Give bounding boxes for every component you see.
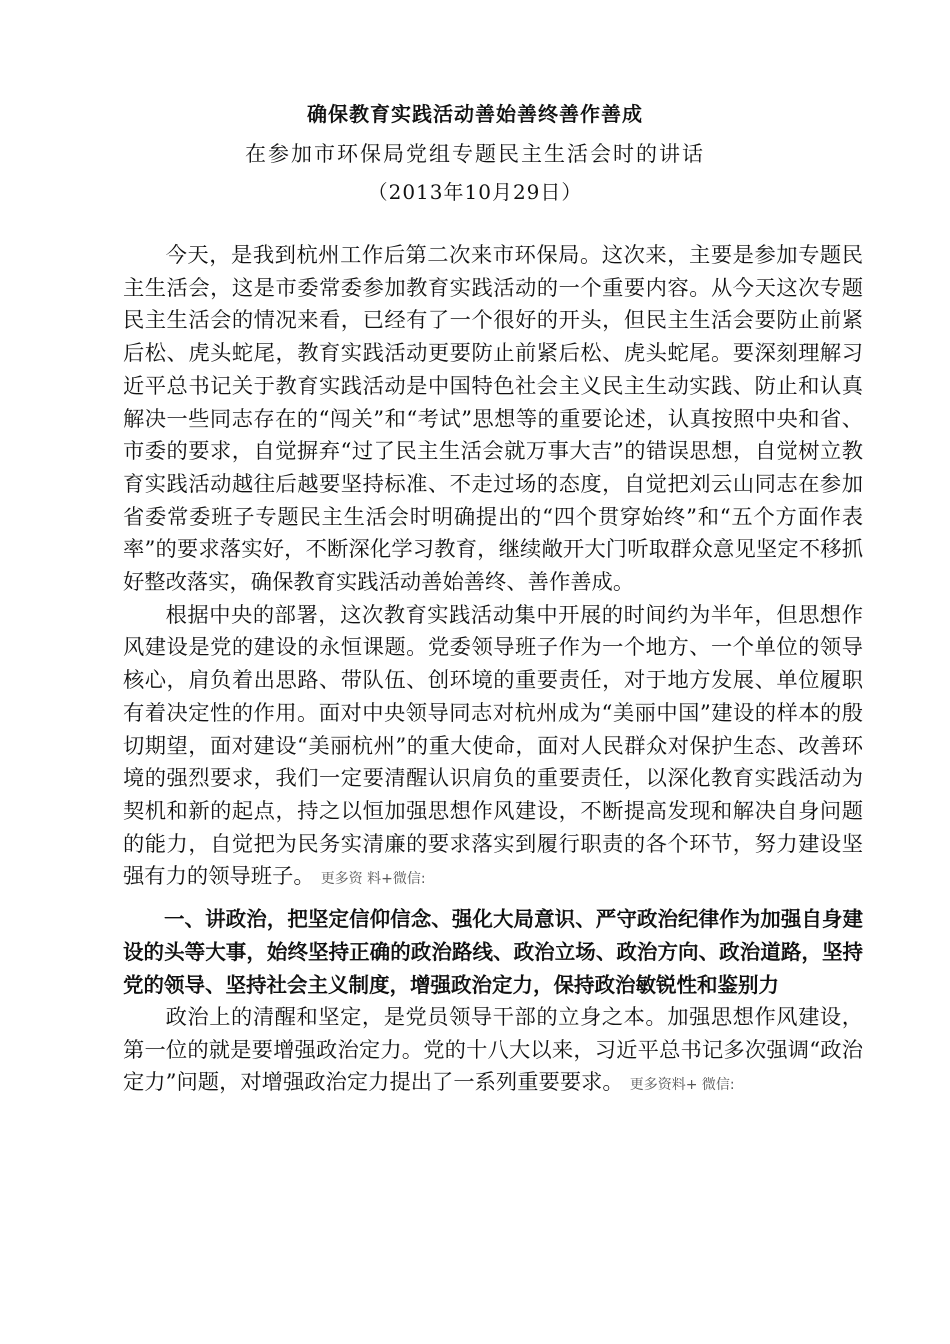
more-info-note: 更多资 料+微信:: [320, 871, 426, 888]
document-body: [123, 240, 863, 1102]
paragraph-3: [123, 1002, 863, 1102]
paragraph-3-text: 政治上的清醒和坚定，是党员领导干部的立身之本。加强思想作风建设，第一位的就是要增强政治定力。党的十八大以来，习近平总书记多次强调“政治定力”问题，对增强政治定力提出了一系列重要要求。: [123, 1005, 863, 1096]
document-subtitle: 在参加市环保局党组专题民主生活会时的讲话: [245, 142, 705, 166]
paragraph-1-text: 今天，是我到杭州工作后第二次来市环保局。这次来，主要是参加专题民主生活会，这是市委常委参加教育实践活动的一个重要内容。从今天这次专题民主生活会的情况来看，已经有了一个很好的开头，但民主生活会要防止前紧后松、虎头蛇尾，教育实践活动更要防止前紧后松、虎头蛇尾。要深刻理解习近平总书记关于教育实践活动是中国特色社会主义民主生动实践、防止和认真解决一些同志存在的“闯关”和“考试”思想等的重要论述，认真按照中央和省、市委的要求，自觉摒弃“过了民主生活会就万事大吉”的错误思想，自觉树立教育实践活动越往后越要坚持标准、不走过场的态度，自觉把刘云山同志在参加省委常委班子专题民主生活会时明确提出的“四个贯穿始终”和“五个方面作表率”的要求落实好，不断深化学习教育，继续敞开大门听取群众意见坚定不移抓好整改落实，确保教育实践活动善始善终、善作善成。: [123, 243, 863, 596]
document-title: 确保教育实践活动善始善终善作善成: [307, 102, 643, 126]
more-info-note: 更多资料+ 微信:: [629, 1077, 735, 1094]
document-date: （2013年10月29日）: [367, 180, 583, 204]
paragraph-2: [123, 600, 863, 896]
paragraph-1: [123, 240, 863, 600]
paragraph-2-text: 根据中央的部署，这次教育实践活动集中开展的时间约为半年，但思想作风建设是党的建设的永恒课题。党委领导班子作为一个地方、一个单位的领导核心，肩负着出思路、带队伍、创环境的重要责任，对于地方发展、单位履职有着决定性的作用。面对中央领导同志对杭州成为“美丽中国”建设的样本的殷切期望，面对建设“美丽杭州”的重大使命，面对人民群众对保护生态、改善环境的强烈要求，我们一定要清醒认识肩负的重要责任，以深化教育实践活动为契机和新的起点，持之以恒加强思想作风建设，不断提高发现和解决自身问题的能力，自觉把为民务实清廉的要求落实到履行职责的各个环节，努力建设坚强有力的领导班子。: [123, 602, 863, 890]
section-heading-1: 一、讲政治，把坚定信仰信念、强化大局意识、严守政治纪律作为加强自身建设的头等大事，始终坚持正确的政治路线、政治立场、政治方向、政治道路，坚持党的领导、坚持社会主义制度，增强政治定力，保持政治敏锐性和鉴别力: [123, 907, 863, 998]
